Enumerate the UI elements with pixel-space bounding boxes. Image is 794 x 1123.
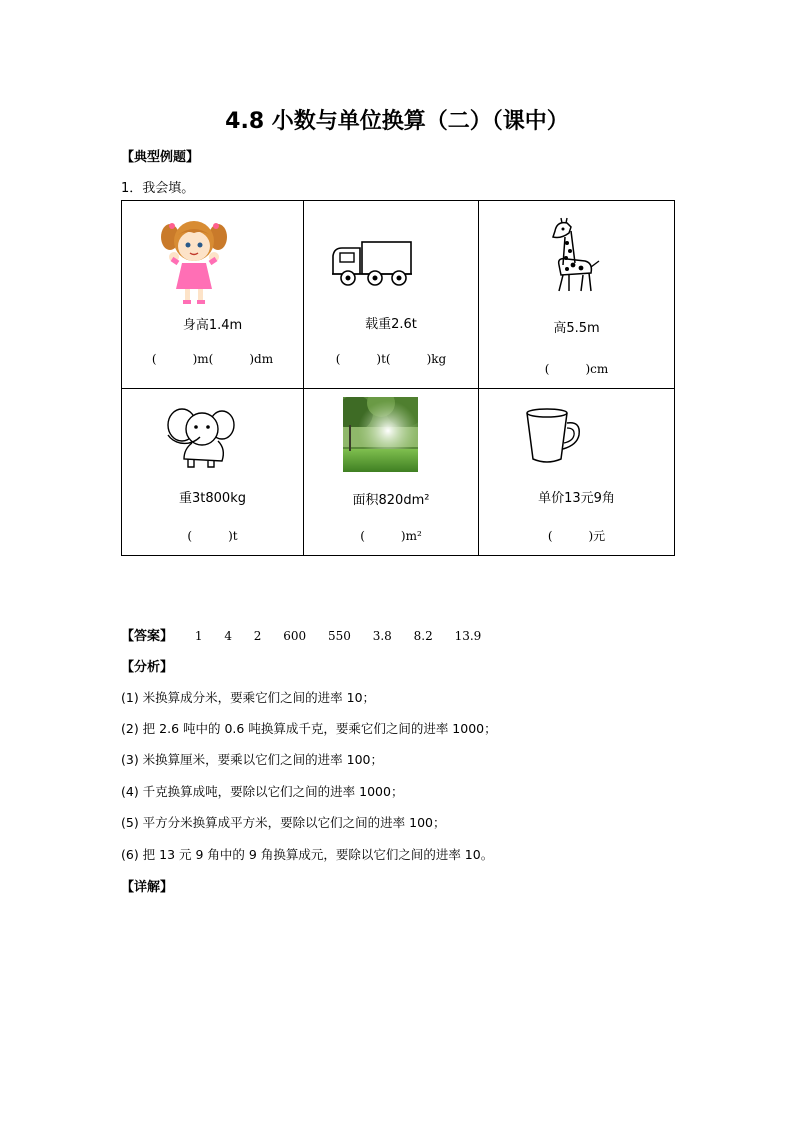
answer-value: 550 xyxy=(327,629,351,643)
giraffe-icon xyxy=(545,217,601,297)
page-title: 4.8 小数与单位换算（二）（课中） xyxy=(225,109,569,134)
answer-value: 2 xyxy=(253,629,262,643)
section-example-heading: 【典型例题】 xyxy=(121,150,200,165)
blank-height[interactable]: ( )m( )dm xyxy=(151,352,274,366)
answer-line xyxy=(121,625,499,644)
cell-truck-load xyxy=(304,201,479,389)
analysis-line: (2) 把 2.6 吨中的 0.6 吨换算成千克，要乘它们之间的进率 1000； xyxy=(121,721,497,736)
girl-icon xyxy=(160,217,228,307)
analysis-line: (3) 米换算厘米，要乘以它们之间的进率 100； xyxy=(121,752,384,767)
answer-value: 600 xyxy=(283,629,307,643)
answer-value: 13.9 xyxy=(454,629,482,643)
blank-lawn[interactable]: ( )m² xyxy=(360,529,422,543)
caption-height: 身高1.4m xyxy=(182,318,243,333)
blank-elephant[interactable]: ( )t xyxy=(187,529,238,543)
blank-giraffe[interactable]: ( )cm xyxy=(544,362,609,376)
analysis-label: 【分析】 xyxy=(121,660,174,675)
caption-truck: 载重2.6t xyxy=(365,317,417,332)
analysis-line: (4) 千克换算成吨，要除以它们之间的进率 1000； xyxy=(121,784,404,799)
cup-icon xyxy=(523,407,583,467)
answer-value: 3.8 xyxy=(372,629,392,643)
blank-truck[interactable]: ( )t( )kg xyxy=(335,352,447,366)
caption-elephant: 重3t800kg xyxy=(179,491,246,506)
cell-height-girl xyxy=(122,201,304,389)
question-text: 1．我会填。 xyxy=(121,181,195,196)
elephant-icon xyxy=(162,403,236,473)
lawn-photo xyxy=(343,397,418,472)
cell-lawn-area xyxy=(304,389,479,556)
cell-giraffe-height xyxy=(479,201,675,389)
analysis-line: (6) 把 13 元 9 角中的 9 角换算成元，要除以它们之间的进率 10。 xyxy=(121,847,494,862)
cell-cup-price xyxy=(479,389,675,556)
analysis-line: (1) 米换算成分米，要乘它们之间的进率 10； xyxy=(121,690,376,705)
detail-label: 【详解】 xyxy=(121,880,174,895)
analysis-line: (5) 平方分米换算成平方米，要除以它们之间的进率 100； xyxy=(121,815,446,830)
answer-value: 4 xyxy=(224,629,232,643)
truck-icon xyxy=(330,236,414,288)
blank-cup[interactable]: ( )元 xyxy=(547,529,606,543)
caption-giraffe: 高5.5m xyxy=(553,321,600,336)
answer-label: 【答案】 xyxy=(121,629,174,644)
caption-lawn: 面积820dm² xyxy=(352,493,430,508)
caption-cup: 单价13元9角 xyxy=(538,491,615,506)
answer-value: 8.2 xyxy=(413,629,433,643)
answer-value: 1 xyxy=(194,629,203,643)
exercise-table xyxy=(121,200,675,556)
cell-elephant-weight xyxy=(122,389,304,556)
